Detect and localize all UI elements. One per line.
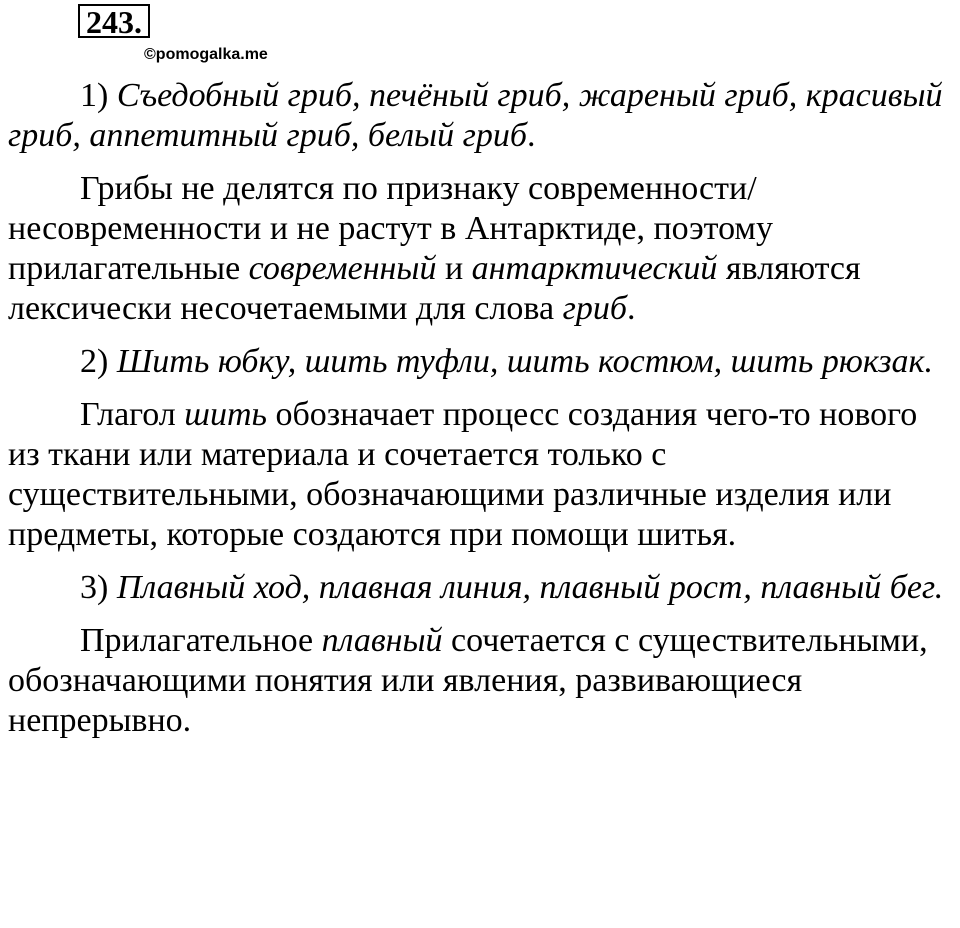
explanation-term: современный — [248, 250, 437, 287]
explanation-text: Глагол — [80, 396, 185, 433]
section-3-example-list: Плавный ход, плавная линия, плавный рост, плавный бег. — [116, 569, 944, 606]
section-3-marker: 3) — [80, 569, 109, 606]
section-2-example-list: Шить юбку, шить туфли, шить костюм, шить рюкзак. — [116, 343, 933, 380]
explanation-text: . — [626, 290, 636, 327]
watermark: ©pomogalka.me — [144, 46, 268, 63]
section-1-marker: 1) — [80, 77, 109, 114]
explanation-term: плавный — [321, 622, 443, 659]
explanation-text: Грибы не делятся по признаку современности/несовременности и не растут в Антарктиде, поэтому прилагательные — [8, 170, 773, 287]
section-1-explanation — [8, 169, 956, 329]
task-number-box — [78, 4, 150, 38]
explanation-term: шить — [184, 396, 267, 433]
section-2-marker: 2) — [80, 343, 109, 380]
section-2-explanation — [8, 395, 956, 555]
section-1-example-end: . — [526, 117, 536, 154]
task-number: 243. — [86, 4, 142, 40]
explanation-term: гриб — [562, 290, 627, 327]
explanation-text: Прилагательное — [80, 622, 322, 659]
section-1-examples — [8, 76, 956, 156]
explanation-text: являются лексически несочетаемыми для слова — [8, 250, 861, 327]
answer-content — [8, 76, 956, 741]
section-3-explanation — [8, 621, 956, 741]
section-2-examples — [8, 342, 956, 382]
section-1-example-list: Съедобный гриб, печёный гриб, жареный гриб, красивый гриб, аппетитный гриб, белый гриб — [8, 77, 943, 154]
explanation-text: обозначает процесс создания чего-то нового из ткани или материала и сочетается только с существительными, обозначающими различные изделия или предметы, которые создаются при помощи шитья. — [8, 396, 918, 553]
explanation-text: сочетается с существительными, обозначающими понятия или явления, развивающиеся непрерывно. — [8, 622, 928, 739]
explanation-term: антарктический — [471, 250, 718, 287]
explanation-text: и — [436, 250, 472, 287]
section-3-examples — [8, 568, 956, 608]
